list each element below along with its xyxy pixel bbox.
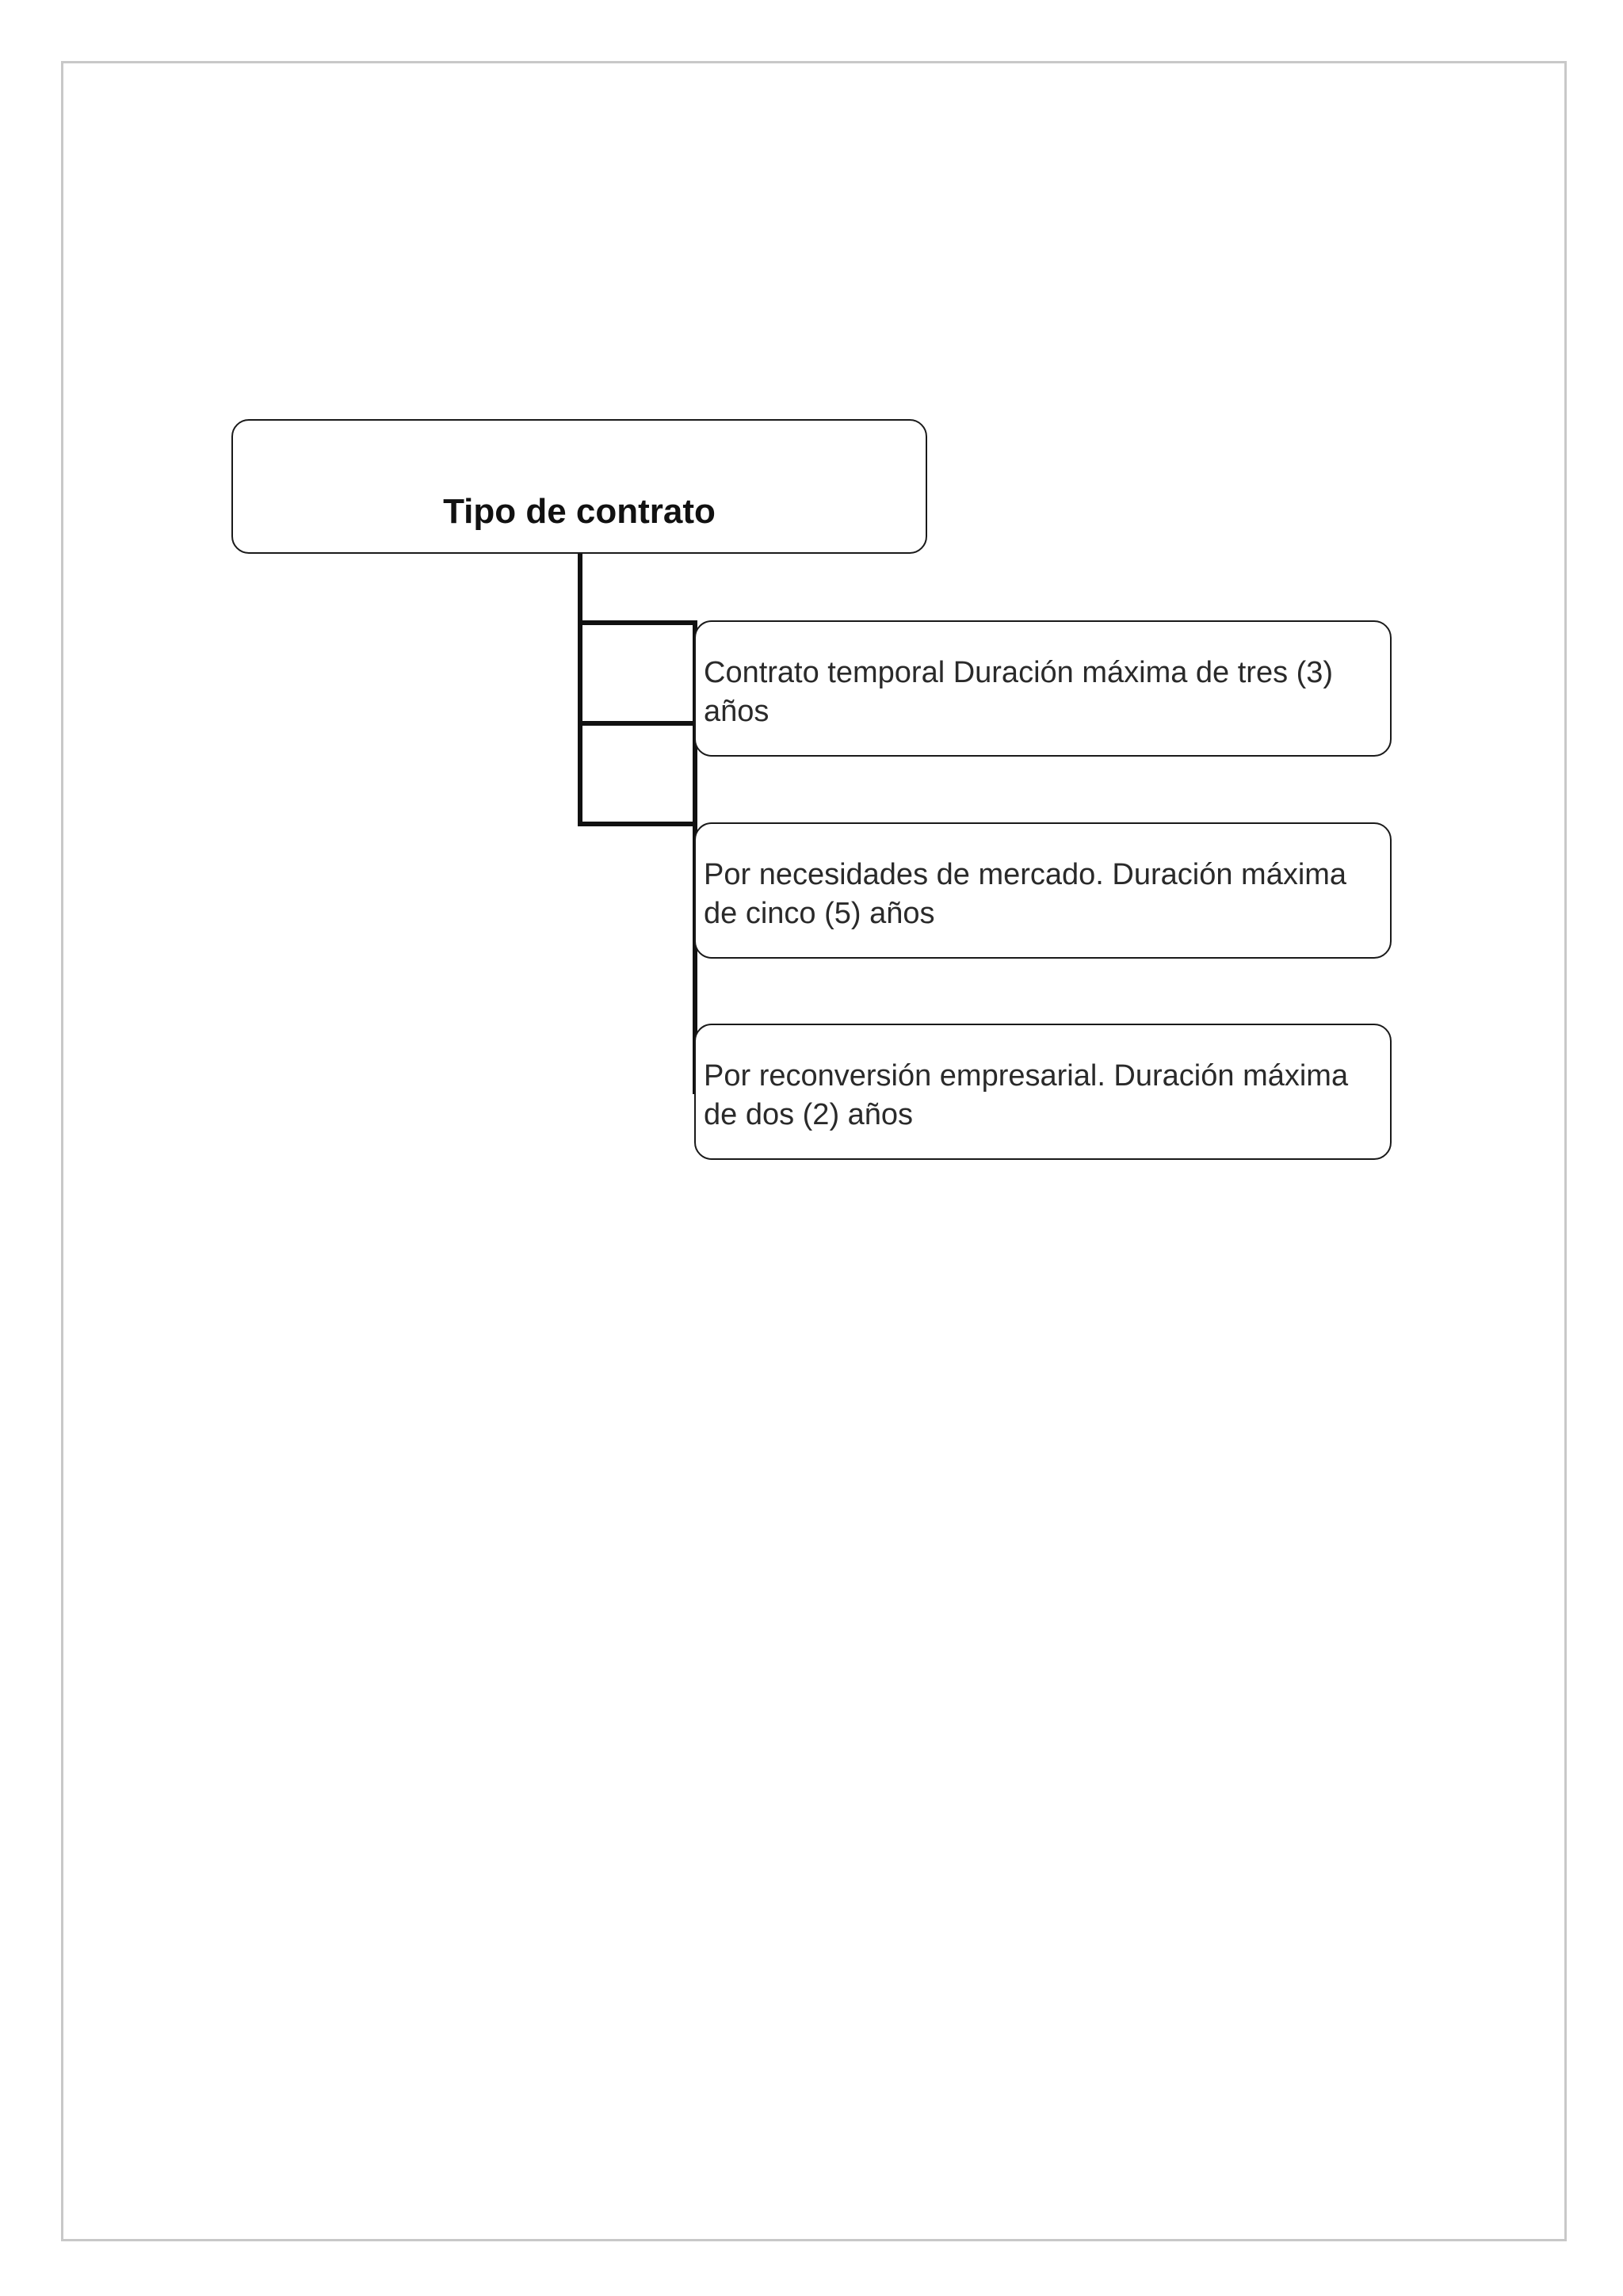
child-node-label: Por necesidades de mercado. Duración máxima de cinco (5) años	[704, 858, 1347, 931]
child-node-reconversion	[694, 1024, 1392, 1160]
root-node-label: Tipo de contrato	[443, 492, 716, 532]
child-node-label: Contrato temporal Duración máxima de tres (3) años	[704, 656, 1334, 729]
child-node-mercado	[694, 822, 1392, 959]
child-node-label: Por reconversión empresarial. Duración máxima de dos (2) años	[704, 1059, 1349, 1132]
child-node-temporal	[694, 620, 1392, 757]
root-node	[231, 419, 927, 554]
